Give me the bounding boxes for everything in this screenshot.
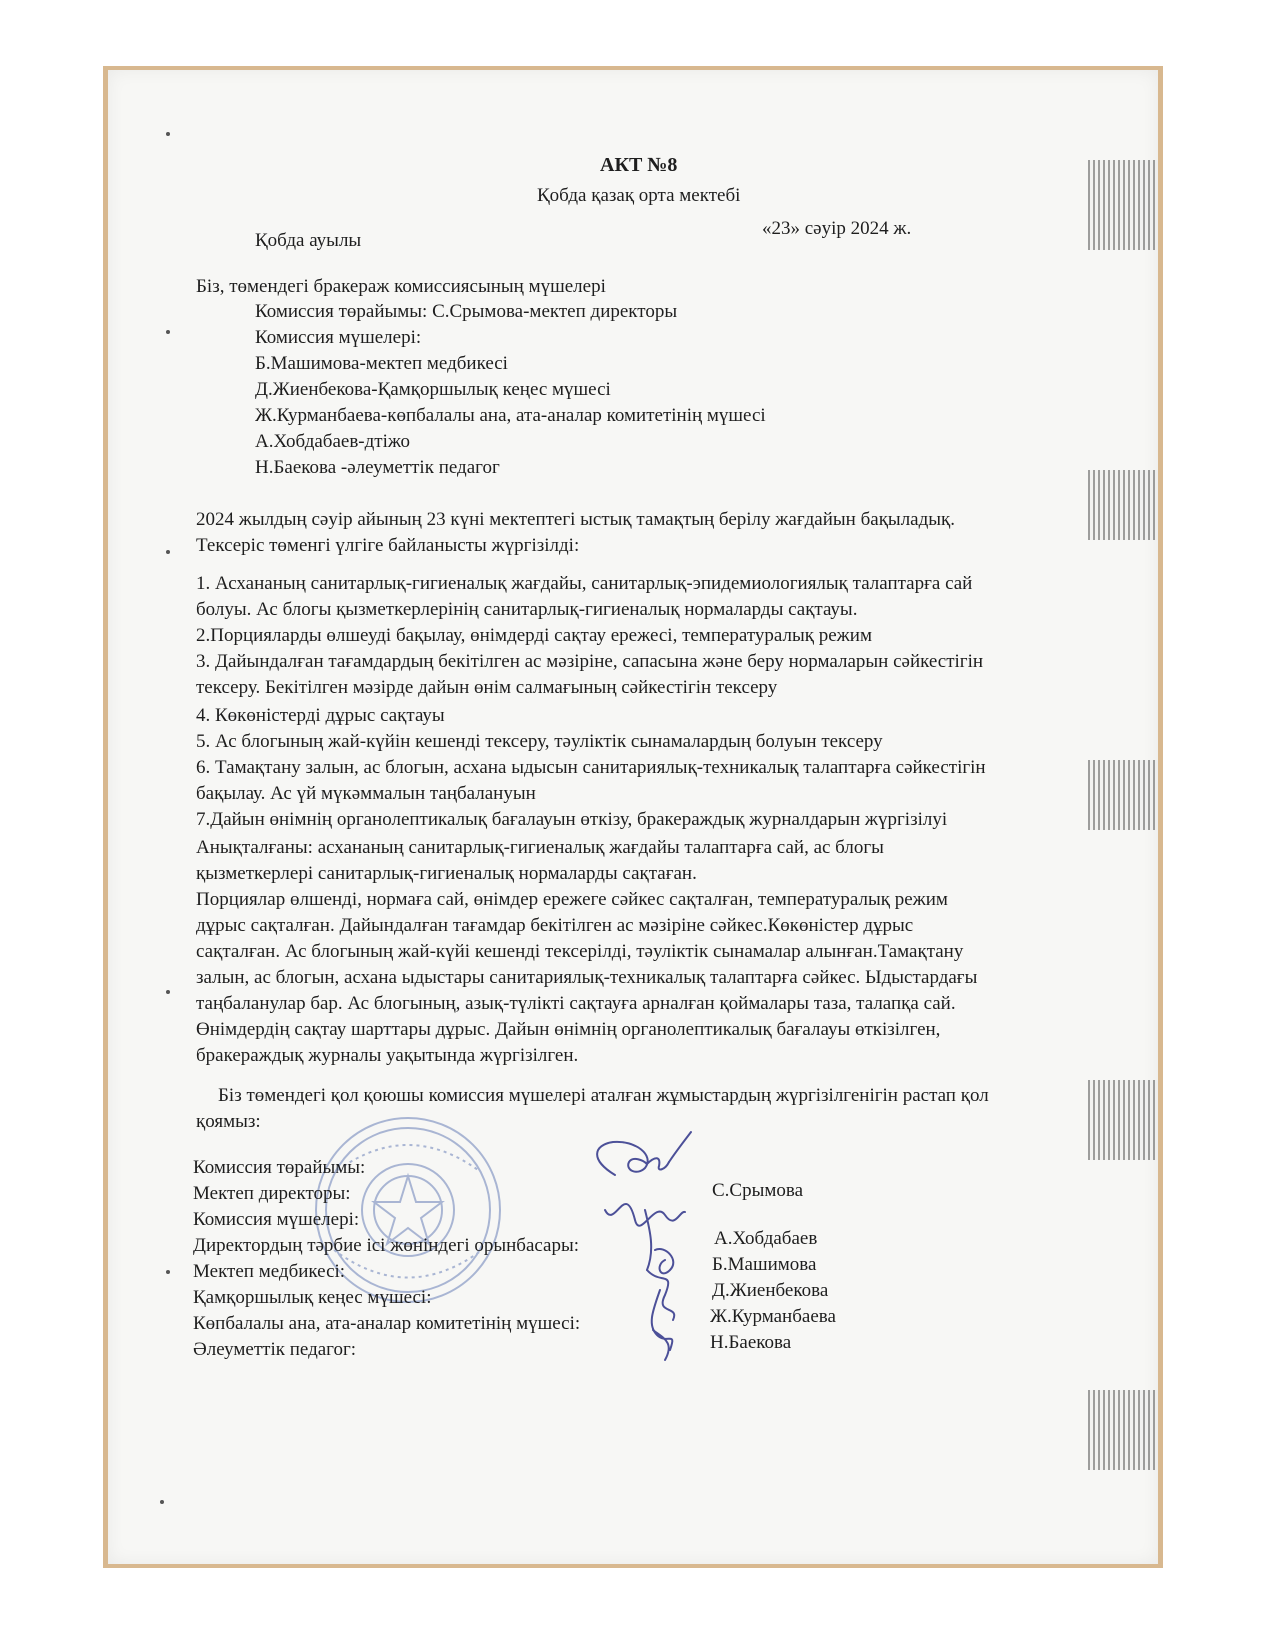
document-title: АКТ №8	[600, 154, 678, 176]
signatory-name: С.Срымова	[712, 1180, 804, 1201]
findings-line: Анықталғаны: асхананың санитарлық-гигиеналық жағдайы талаптарға сай, ас блогы	[196, 837, 884, 858]
findings-line: Порциялар өлшенді, нормаға сай, өнімдер ережеге сәйкес сақталған, температуралық режим	[196, 889, 948, 910]
commission-chair: Комиссия төрайымы: С.Срымова-мектеп директоры	[255, 301, 678, 322]
closing-line: Біз төмендегі қол қоюшы комиссия мүшелері аталған жұмыстардың жүргізілгенігін растап қол	[218, 1085, 989, 1106]
scan-speck	[166, 330, 170, 334]
checklist-item-5: 5. Ас блогының жай-күйін кешенді тексеру, тәуліктік сынамалардың болуын тексеру	[196, 731, 883, 752]
scan-speck	[166, 550, 170, 554]
scan-speck	[160, 1500, 164, 1504]
findings-line: залын, ас блогын, асхана ыдыстары санитариялық-техникалық талаптарға сәйкес. Ыдыстардағы	[196, 967, 978, 988]
findings-line: таңбаланулар бар. Ас блогының, азық-түлікті сақтауға арналған қоймалары таза, талапқа сай.	[196, 993, 956, 1014]
scan-speck	[166, 990, 170, 994]
findings-line: қызметкерлері санитарлық-гигиеналық нормаларды сақтаған.	[196, 863, 697, 884]
commission-members-label: Комиссия мүшелері:	[255, 327, 422, 348]
school-name: Қобда қазақ орта мектебі	[537, 185, 741, 206]
commission-member: Ж.Курманбаева-көпбалалы ана, ата-аналар комитетінің мүшесі	[255, 405, 766, 426]
scan-artifact	[1088, 760, 1158, 830]
closing-line: қоямыз:	[196, 1111, 261, 1132]
checklist-item-2: 2.Порцияларды өлшеуді бақылау, өнімдерді сақтау ережесі, температуралық режим	[196, 625, 873, 646]
findings-line: Өнімдердің сақтау шарттары дұрыс. Дайын өнімнің органолептикалық бағалауы өткізілген,	[196, 1019, 941, 1040]
handwritten-signatures	[585, 1120, 715, 1370]
scan-artifact	[1088, 470, 1158, 540]
inspection-line: Тексеріс төменгі үлгіге байланысты жүргізілді:	[196, 535, 580, 556]
checklist-item-7: 7.Дайын өнімнің органолептикалық бағалауын өткізу, бракераждық журналдарын жүргізілуі	[196, 809, 948, 830]
signature-role: Мектеп медбикесі:	[193, 1261, 346, 1282]
signature-role: Комиссия төрайымы:	[193, 1157, 366, 1178]
signature-role: Мектеп директоры:	[193, 1183, 351, 1204]
findings-line: бракераждық журналы уақытында жүргізілген.	[196, 1045, 579, 1066]
signatory-name: Д.Жиенбекова	[712, 1280, 829, 1301]
signature-role: Әлеуметтік педагог:	[193, 1339, 357, 1360]
inspection-line: 2024 жылдың сәуір айының 23 күні мектептегі ыстық тамақтың берілу жағдайын бақыладық.	[196, 509, 956, 530]
place-name: Қобда ауылы	[255, 230, 362, 251]
signature-role: Комиссия мүшелері:	[193, 1209, 360, 1230]
document-date: «23» сәуір 2024 ж.	[762, 218, 912, 239]
scan-artifact	[1088, 1390, 1158, 1470]
checklist-item-1: 1. Асхананың санитарлық-гигиеналық жағдайы, санитарлық-эпидемиологиялық талаптарға сай	[196, 573, 973, 594]
signatory-name: Ж.Курманбаева	[710, 1306, 836, 1327]
signatory-name: Н.Баекова	[710, 1332, 792, 1353]
findings-line: дұрыс сақталған. Дайындалған тағамдар бекітілген ас мәзіріне сәйкес.Көкөністер дұрыс	[196, 915, 914, 936]
commission-intro: Біз, төмендегі бракераж комиссиясының мүшелері	[196, 276, 606, 297]
findings-line: сақталған. Ас блогының жай-күйі кешенді тексерілді, тәуліктік сынамалар алынған.Тамақтану	[196, 941, 964, 962]
commission-member: А.Хобдабаев-дтіжо	[255, 431, 411, 452]
scan-speck	[166, 1270, 170, 1274]
signatory-name: Б.Машимова	[712, 1254, 817, 1275]
signatory-name: А.Хобдабаев	[714, 1228, 818, 1249]
commission-member: Б.Машимова-мектеп медбикесі	[255, 353, 508, 374]
signature-role: Қамқоршылық кеңес мүшесі:	[193, 1287, 432, 1308]
commission-member: Д.Жиенбекова-Қамқоршылық кеңес мүшесі	[255, 379, 611, 400]
checklist-item-4: 4. Көкөністерді дұрыс сақтауы	[196, 705, 445, 726]
signature-role: Көпбалалы ана, ата-аналар комитетінің мүшесі:	[193, 1313, 581, 1334]
checklist-item-6: 6. Тамақтану залын, ас блогын, асхана ыдысын санитариялық-техникалық талаптарға сәйкестігін	[196, 757, 986, 778]
signature-role: Директордың тәрбие ісі жөніндегі орынбасары:	[193, 1235, 580, 1256]
checklist-item-3: 3. Дайындалған тағамдардың бекітілген ас мәзіріне, сапасына және беру нормаларын сәйкестігін	[196, 651, 984, 672]
scan-artifact	[1088, 1080, 1158, 1160]
checklist-item-1-cont: болуы. Ас блогы қызметкерлерінің санитарлық-гигиеналық нормаларды сақтауы.	[196, 599, 858, 620]
scan-speck	[166, 132, 170, 136]
scan-artifact	[1088, 160, 1158, 250]
checklist-item-3-cont: тексеру. Бекітілген мәзірде дайын өнім салмағының сәйкестігін тексеру	[196, 677, 778, 698]
commission-member: Н.Баекова -әлеуметтік педагог	[255, 457, 500, 478]
checklist-item-6-cont: бақылау. Ас үй мүкәммалын таңбалануын	[196, 783, 536, 804]
